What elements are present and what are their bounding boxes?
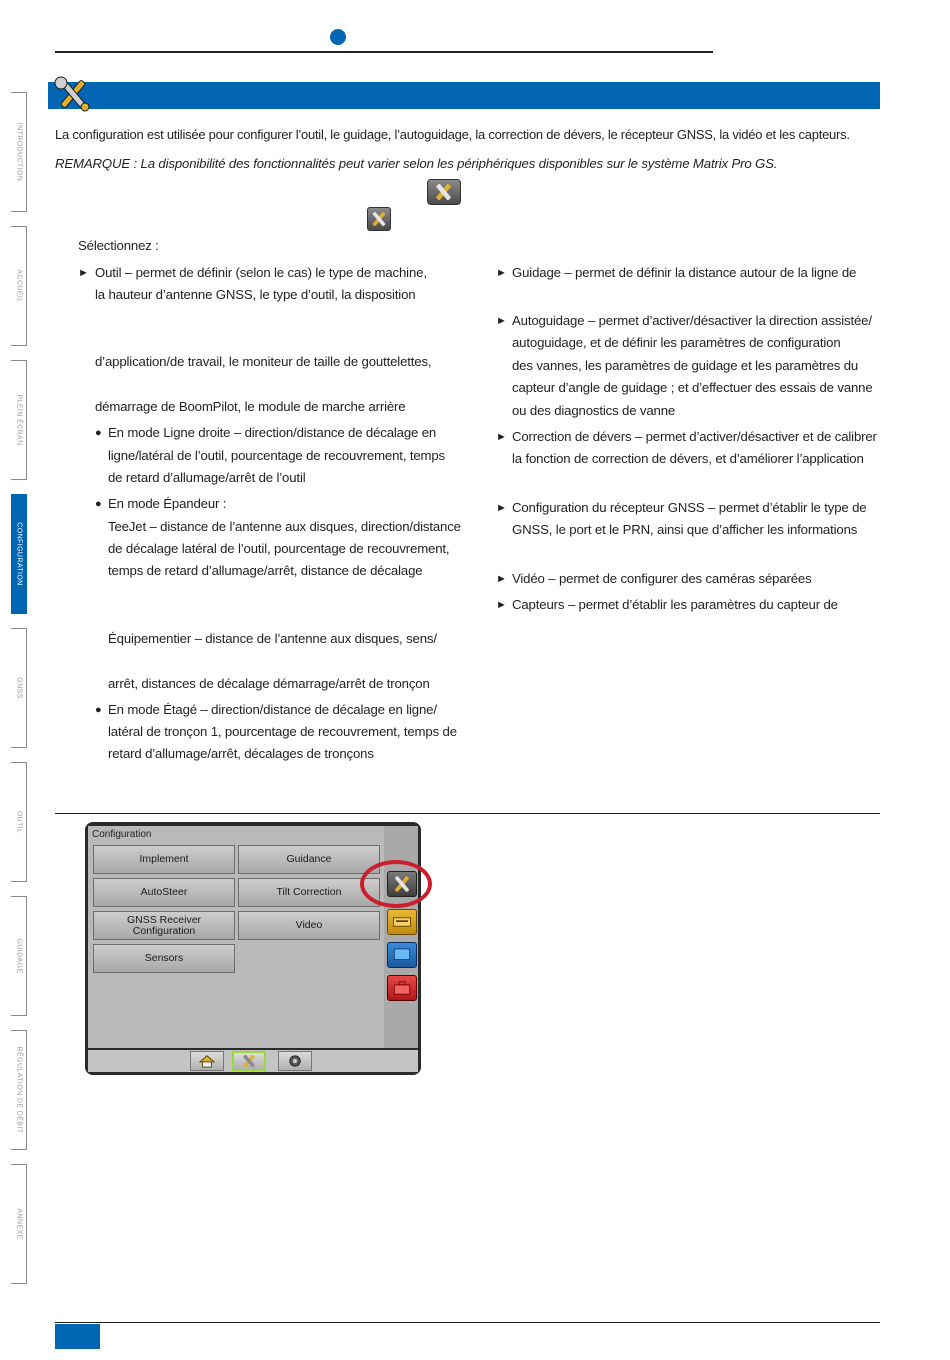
- autoguidage-line-5: ou des diagnostics de vanne: [512, 403, 676, 418]
- select-label: Sélectionnez :: [78, 238, 159, 253]
- gnss-receiver-configuration-button[interactable]: [93, 911, 235, 940]
- epandeur-line-3: de décalage latéral de l’outil, pourcentage de recouvrement,: [108, 541, 450, 556]
- epandeur-line-4: temps de retard d’allumage/arrêt, distance de décalage: [108, 563, 423, 578]
- gnss-line-1: Configuration du récepteur GNSS – permet d’établir le type de: [512, 500, 867, 515]
- machine-tab-button[interactable]: [387, 909, 417, 935]
- autoguidage-line-3: des vannes, les paramètres de guidage et les paramètres du: [512, 358, 859, 373]
- outil-line-2: la hauteur d’antenne GNSS, le type d’outil, la disposition: [95, 287, 416, 302]
- autoguidage-line-2: autoguidage, et de définir les paramètres de configuration: [512, 335, 841, 350]
- ligne-line-1: En mode Ligne droite – direction/distance de décalage en: [108, 425, 437, 440]
- note-text: REMARQUE : La disponibilité des fonctionnalités peut varier selon les périphériques disponibles sur le système Matrix Pro GS.: [55, 156, 778, 171]
- wrench-screwdriver-icon: [52, 74, 94, 114]
- side-tab-configuration[interactable]: CONFIGURATION: [11, 494, 27, 614]
- devers-line-2: la fonction de correction de dévers, et d’améliorer l’application: [512, 451, 864, 466]
- autoguidage-line-4: capteur d’angle de guidage ; et d’effectuer des essais de vanne: [512, 380, 873, 395]
- intro-text: La configuration est utilisée pour configurer l’outil, le guidage, l’autoguidage, la correction de dévers, le récepteur GNSS, la vidéo et les capteurs.: [55, 127, 850, 142]
- video-button[interactable]: Video: [238, 911, 380, 940]
- bullet-dot: ●: [95, 427, 102, 439]
- home-icon: [198, 1054, 216, 1068]
- tools-tab-button[interactable]: [387, 975, 417, 1001]
- side-tab-gnss[interactable]: GNSS: [11, 628, 27, 748]
- guidage-line-1: Guidage – permet de définir la distance autour de la ligne de: [512, 265, 857, 280]
- side-tab-annexe[interactable]: ANNEXE: [11, 1164, 27, 1284]
- epandeur-line-5: Équipementier – distance de l’antenne aux disques, sens/: [108, 631, 437, 646]
- guidance-button[interactable]: Guidance: [238, 845, 380, 874]
- etage-line-1: En mode Étagé – direction/distance de décalage en ligne/: [108, 702, 437, 717]
- bullet-triangle: ►: [496, 315, 507, 327]
- bullet-triangle: ►: [496, 267, 507, 279]
- implement-icon: [389, 911, 415, 933]
- side-tab-accueil[interactable]: ACCUEIL: [11, 226, 27, 346]
- epandeur-line-6: arrêt, distances de décalage démarrage/arrêt de tronçon: [108, 676, 430, 691]
- section-divider: [55, 813, 880, 814]
- highlight-ring: [360, 860, 432, 908]
- home-tab[interactable]: [190, 1051, 224, 1071]
- capteurs-line-1: Capteurs – permet d’établir les paramètres du capteur de: [512, 597, 838, 612]
- section-title-bar: [48, 82, 880, 109]
- tilt-correction-button[interactable]: Tilt Correction: [238, 878, 380, 907]
- bullet-triangle: ►: [496, 573, 507, 585]
- outil-line-4: démarrage de BoomPilot, le module de marche arrière: [95, 399, 406, 414]
- gnss-line-2: GNSS, le port et le PRN, ainsi que d’afficher les informations: [512, 522, 858, 537]
- gnss-button-label-line-1: GNSS Receiver: [126, 913, 202, 926]
- bullet-triangle: ►: [496, 599, 507, 611]
- side-tab-outil[interactable]: OUTIL: [11, 762, 27, 882]
- sensors-button[interactable]: Sensors: [93, 944, 235, 973]
- devers-line-1: Correction de dévers – permet d’activer/désactiver et de calibrer: [512, 429, 877, 444]
- side-tab-guidage[interactable]: GUIDAGE: [11, 896, 27, 1016]
- video-line-1: Vidéo – permet de configurer des caméras séparées: [512, 571, 812, 586]
- wrench-screwdriver-icon: [238, 1053, 260, 1069]
- etage-line-3: retard d’allumage/arrêt, décalages de tronçons: [108, 746, 374, 761]
- outil-line-1: Outil – permet de définir (selon le cas) le type de machine,: [95, 265, 427, 280]
- setup-button-icon: [427, 179, 461, 205]
- gauge-icon: [286, 1054, 304, 1068]
- outil-line-3: d’application/de travail, le moniteur de taille de gouttelettes,: [95, 354, 432, 369]
- header-rule: [55, 51, 713, 53]
- wrench-screwdriver-icon: [428, 180, 460, 204]
- display-tab-button[interactable]: [387, 942, 417, 968]
- side-tab-regulation-de-debit[interactable]: RÉGULATION DE DÉBIT: [11, 1030, 27, 1150]
- bullet-triangle: ►: [496, 431, 507, 443]
- setup-tab-icon: [367, 207, 391, 231]
- epandeur-line-1: En mode Épandeur :: [108, 496, 227, 511]
- bullet-dot: ●: [95, 498, 102, 510]
- setup-tab[interactable]: [232, 1051, 266, 1071]
- ligne-line-3: de retard d’allumage/arrêt de l’outil: [108, 470, 306, 485]
- bullet-dot: ●: [95, 704, 102, 716]
- page-number-box: [55, 1324, 100, 1349]
- header-dot: [330, 29, 346, 45]
- toolbox-icon: [390, 978, 414, 998]
- etage-line-2: latéral de tronçon 1, pourcentage de recouvrement, temps de: [108, 724, 457, 739]
- console-screen-title: Configuration: [92, 829, 152, 840]
- gnss-button-label-line-2: Configuration: [132, 924, 196, 937]
- implement-button[interactable]: Implement: [93, 845, 235, 874]
- operation-tab[interactable]: [278, 1051, 312, 1071]
- monitor-icon: [390, 945, 414, 965]
- ligne-line-2: ligne/latéral de l’outil, pourcentage de recouvrement, temps: [108, 448, 446, 463]
- epandeur-line-2: TeeJet – distance de l’antenne aux disques, direction/distance: [108, 519, 461, 534]
- wrench-screwdriver-icon: [368, 208, 390, 230]
- autoguidage-line-1: Autoguidage – permet d’activer/désactiver la direction assistée/: [512, 313, 872, 328]
- side-tab-introduction[interactable]: INTRODUCTION: [11, 92, 27, 212]
- bullet-triangle: ►: [496, 502, 507, 514]
- autosteer-button[interactable]: AutoSteer: [93, 878, 235, 907]
- footer-rule: [55, 1322, 880, 1323]
- bullet-triangle: ►: [78, 267, 89, 279]
- side-tab-plein-ecran[interactable]: PLEIN ÉCRAN: [11, 360, 27, 480]
